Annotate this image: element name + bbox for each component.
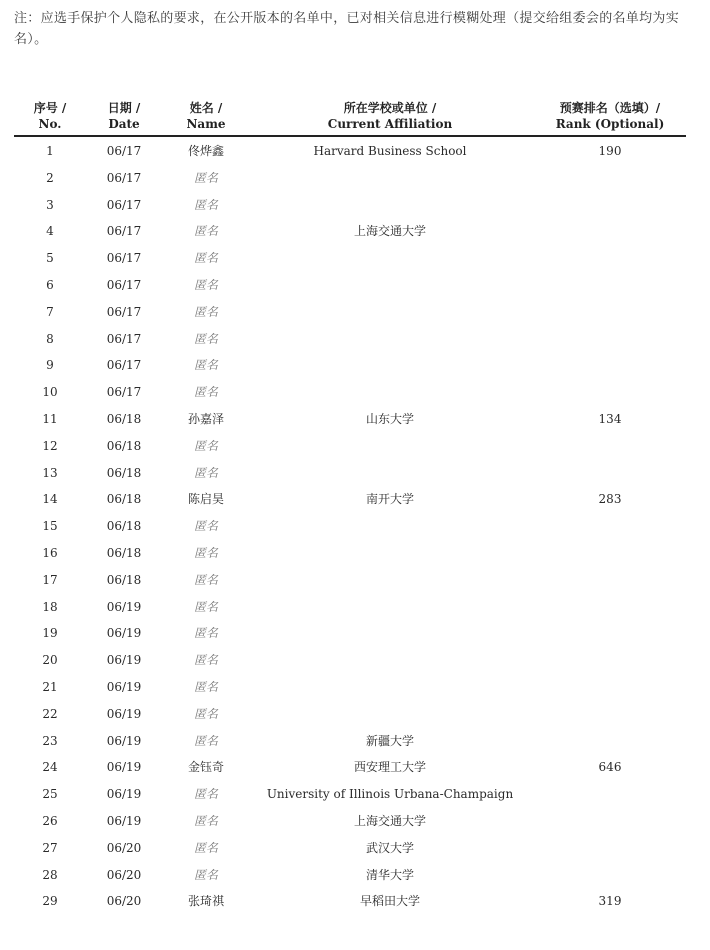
row-name: 匿名 <box>193 813 218 828</box>
row-rank <box>575 165 645 192</box>
row-date: 06/19 <box>106 760 142 775</box>
row-date: 06/20 <box>106 894 142 909</box>
row-date: 06/20 <box>106 867 142 882</box>
row-rank: 190 <box>598 144 622 158</box>
row-number: 20 <box>42 653 58 668</box>
row-date: 06/17 <box>106 144 142 158</box>
header-name-en: Name <box>186 117 226 131</box>
row-affiliation <box>250 192 530 219</box>
row-affiliation <box>250 272 530 299</box>
row-number: 6 <box>46 277 54 292</box>
row-name: 陈启昊 <box>187 492 224 507</box>
row-name: 匿名 <box>193 679 218 694</box>
row-name: 匿名 <box>193 787 218 802</box>
row-rank <box>575 808 645 835</box>
row-rank <box>575 218 645 245</box>
privacy-note: 注：应选手保护个人隐私的要求，在公开版本的名单中，已对相关信息进行模糊处理（提交给组委会的名单均为实名）。 <box>14 11 680 47</box>
row-affiliation: 早稻田大学 <box>359 894 420 909</box>
row-name: 匿名 <box>193 277 218 292</box>
row-number: 2 <box>46 170 54 185</box>
header-rank-cn: 预赛排名（选填）/ <box>559 101 661 115</box>
row-affiliation <box>250 326 530 353</box>
row-name: 匿名 <box>193 358 218 373</box>
table-row <box>0 513 710 540</box>
row-number: 11 <box>42 411 58 426</box>
row-date: 06/19 <box>106 706 142 721</box>
row-date: 06/18 <box>106 411 142 426</box>
row-date: 06/17 <box>106 170 142 185</box>
row-affiliation: 山东大学 <box>365 411 414 426</box>
row-affiliation <box>250 620 530 647</box>
table-row <box>0 674 710 701</box>
row-number: 12 <box>42 438 58 453</box>
row-name: 匿名 <box>193 545 218 560</box>
table-header <box>0 100 710 134</box>
row-name: 金钰奇 <box>187 760 224 775</box>
row-name: 匿名 <box>193 170 218 185</box>
row-name: 匿名 <box>193 572 218 587</box>
table-row <box>0 835 710 862</box>
row-rank <box>575 594 645 621</box>
table-row <box>0 433 710 460</box>
row-name: 匿名 <box>193 251 218 266</box>
row-rank: 283 <box>598 492 622 507</box>
header-no-cn: 序号 / <box>33 101 67 115</box>
row-date: 06/19 <box>106 813 142 828</box>
row-affiliation <box>250 352 530 379</box>
row-rank <box>575 674 645 701</box>
row-number: 24 <box>42 760 58 775</box>
row-number: 17 <box>42 572 58 587</box>
row-affiliation <box>250 513 530 540</box>
table-row <box>0 647 710 674</box>
row-number: 26 <box>42 813 58 828</box>
row-affiliation <box>250 460 530 487</box>
row-rank <box>575 567 645 594</box>
row-number: 25 <box>42 787 58 802</box>
row-number: 4 <box>46 224 54 239</box>
table-row <box>0 888 710 915</box>
header-no <box>30 100 70 132</box>
row-number: 23 <box>42 733 58 748</box>
header-affiliation-en: Current Affiliation <box>327 117 453 131</box>
row-number: 8 <box>46 331 54 346</box>
row-number: 5 <box>46 251 54 266</box>
row-affiliation <box>250 674 530 701</box>
header-date-en: Date <box>108 117 140 131</box>
row-name: 佟烨鑫 <box>187 144 224 158</box>
row-rank <box>575 862 645 889</box>
row-rank: 646 <box>598 760 622 775</box>
table-row <box>0 486 710 513</box>
table-row <box>0 165 710 192</box>
table-row <box>0 352 710 379</box>
row-name: 孙嘉泽 <box>187 411 224 426</box>
table-row <box>0 192 710 219</box>
row-date: 06/17 <box>106 251 142 266</box>
table-row <box>0 701 710 728</box>
header-no-en: No. <box>38 117 62 131</box>
row-affiliation: 武汉大学 <box>365 840 414 855</box>
row-date: 06/18 <box>106 519 142 534</box>
table-row <box>0 406 710 433</box>
row-date: 06/17 <box>106 358 142 373</box>
row-name: 匿名 <box>193 224 218 239</box>
row-affiliation: 南开大学 <box>365 492 414 507</box>
row-date: 06/17 <box>106 331 142 346</box>
row-rank <box>575 781 645 808</box>
table-row <box>0 754 710 781</box>
row-number: 7 <box>46 304 54 319</box>
header-divider <box>14 135 686 137</box>
table-row <box>0 540 710 567</box>
row-number: 29 <box>42 894 58 909</box>
row-affiliation <box>250 299 530 326</box>
table-row <box>0 781 710 808</box>
row-date: 06/18 <box>106 545 142 560</box>
row-affiliation <box>250 245 530 272</box>
row-rank <box>575 647 645 674</box>
row-name: 匿名 <box>193 438 218 453</box>
row-rank <box>575 299 645 326</box>
row-number: 9 <box>46 358 54 373</box>
row-affiliation: 清华大学 <box>365 867 414 882</box>
row-rank <box>575 352 645 379</box>
row-name: 匿名 <box>193 840 218 855</box>
table-row <box>0 272 710 299</box>
row-number: 10 <box>42 385 58 400</box>
row-name: 匿名 <box>193 653 218 668</box>
row-date: 06/20 <box>106 840 142 855</box>
row-rank <box>575 835 645 862</box>
row-affiliation: 新疆大学 <box>365 733 414 748</box>
row-date: 06/17 <box>106 385 142 400</box>
row-rank <box>575 272 645 299</box>
table-row <box>0 567 710 594</box>
row-date: 06/18 <box>106 492 142 507</box>
row-number: 28 <box>42 867 58 882</box>
row-number: 14 <box>42 492 58 507</box>
row-rank <box>575 620 645 647</box>
row-rank <box>575 460 645 487</box>
header-name-cn: 姓名 / <box>189 101 223 115</box>
table-row <box>0 620 710 647</box>
row-rank <box>575 701 645 728</box>
row-number: 15 <box>42 519 58 534</box>
row-date: 06/19 <box>106 653 142 668</box>
row-rank <box>575 540 645 567</box>
row-name: 匿名 <box>193 626 218 641</box>
row-number: 16 <box>42 545 58 560</box>
row-affiliation <box>250 433 530 460</box>
row-number: 21 <box>42 679 58 694</box>
table-row <box>0 138 710 165</box>
row-affiliation: 上海交通大学 <box>353 813 426 828</box>
row-rank: 319 <box>598 894 622 909</box>
row-date: 06/17 <box>106 197 142 212</box>
row-number: 3 <box>46 197 54 212</box>
table-body <box>0 138 710 915</box>
row-rank <box>575 379 645 406</box>
row-name: 匿名 <box>193 197 218 212</box>
table-row <box>0 460 710 487</box>
row-date: 06/17 <box>106 277 142 292</box>
header-rank <box>530 100 690 132</box>
row-number: 13 <box>42 465 58 480</box>
row-affiliation <box>250 567 530 594</box>
row-name: 匿名 <box>193 385 218 400</box>
row-date: 06/19 <box>106 787 142 802</box>
header-date <box>94 100 154 132</box>
row-name: 张琦祺 <box>187 894 224 909</box>
row-number: 22 <box>42 706 58 721</box>
row-rank: 134 <box>598 411 622 426</box>
table-row <box>0 218 710 245</box>
row-affiliation: 上海交通大学 <box>353 224 426 239</box>
table-row <box>0 808 710 835</box>
row-rank <box>575 433 645 460</box>
row-rank <box>575 326 645 353</box>
row-name: 匿名 <box>193 304 218 319</box>
row-name: 匿名 <box>193 733 218 748</box>
row-rank <box>575 728 645 755</box>
row-date: 06/18 <box>106 572 142 587</box>
row-rank <box>575 192 645 219</box>
header-date-cn: 日期 / <box>107 101 141 115</box>
row-date: 06/17 <box>106 304 142 319</box>
row-affiliation <box>250 701 530 728</box>
table-row <box>0 299 710 326</box>
table-row <box>0 245 710 272</box>
row-affiliation: 西安理工大学 <box>353 760 426 775</box>
row-affiliation <box>250 647 530 674</box>
row-number: 27 <box>42 840 58 855</box>
row-number: 19 <box>42 626 58 641</box>
row-rank <box>575 513 645 540</box>
header-rank-en: Rank (Optional) <box>555 117 665 131</box>
row-affiliation <box>250 540 530 567</box>
row-date: 06/17 <box>106 224 142 239</box>
row-affiliation <box>250 594 530 621</box>
row-name: 匿名 <box>193 706 218 721</box>
row-date: 06/19 <box>106 626 142 641</box>
row-rank <box>575 245 645 272</box>
row-affiliation: University of Illinois Urbana-Champaign <box>266 787 514 802</box>
row-name: 匿名 <box>193 599 218 614</box>
header-affiliation-cn: 所在学校或单位 / <box>343 101 437 115</box>
row-name: 匿名 <box>193 519 218 534</box>
row-number: 1 <box>46 144 54 158</box>
table-row <box>0 862 710 889</box>
row-date: 06/18 <box>106 465 142 480</box>
row-date: 06/19 <box>106 599 142 614</box>
table-row <box>0 326 710 353</box>
table-row <box>0 379 710 406</box>
table-row <box>0 594 710 621</box>
row-name: 匿名 <box>193 331 218 346</box>
row-date: 06/18 <box>106 438 142 453</box>
row-date: 06/19 <box>106 679 142 694</box>
header-name <box>166 100 246 132</box>
row-name: 匿名 <box>193 465 218 480</box>
table-row <box>0 728 710 755</box>
row-number: 18 <box>42 599 58 614</box>
row-name: 匿名 <box>193 867 218 882</box>
row-affiliation <box>250 165 530 192</box>
row-date: 06/19 <box>106 733 142 748</box>
header-affiliation <box>290 100 490 132</box>
row-affiliation <box>250 379 530 406</box>
row-affiliation: Harvard Business School <box>313 144 467 158</box>
